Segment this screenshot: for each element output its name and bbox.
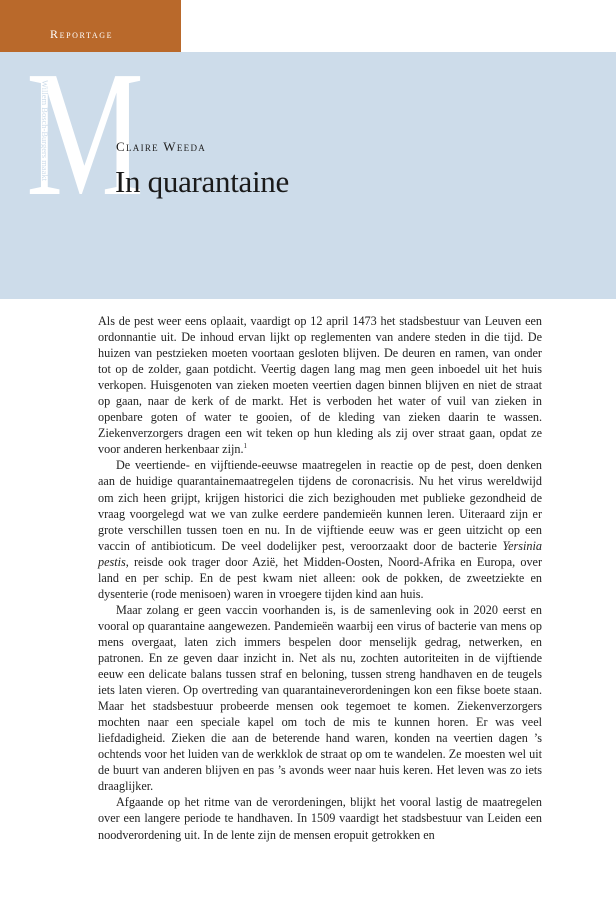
article-body [98, 313, 542, 843]
species-name: Yersinia pestis [98, 538, 542, 569]
paragraph-3: Maar zolang er geen vaccin voorhanden is, is de samenleving ook in 2020 eerst en vooral op quarantaine aangewezen. Pandemieën waarbij een virus of bacterie van mens op mens overgaat, laten zich immers bespelen door menselijk gedrag, netwerken, en patronen. En ze geven daar inzicht in. Net als nu, zochten autoriteiten in de vijftiende eeuw een delicate balans tussen straf en beloning, tussen streng handhaven en de teugels iets laten vieren. Op overtreding van quarantaineverordeningen kon een fikse boete staan. Maar het stadsbestuur probeerde mensen ook tegemoet te komen. Ziekenverzorgers mochten naar een speciale kapel om toch de mis te kunnen horen. Er was veel liefdadigheid. Zieken die aan de beterende hand waren, konden na veertien dagen ’s ochtends voor het luiden van de werkklok de straat op om te wandelen. Ze moesten wel uit de buurt van anderen blijven en pas ’s avonds weer naar huis keren. Het leven was zo iets draaglijker. [98, 602, 542, 794]
author-name: Claire Weeda [116, 139, 207, 154]
drop-letter-inscription: Willem Bosch-Burgers maakt [40, 80, 50, 182]
paragraph-2-text-start: De veertiende- en vijftiende-eeuwse maatregelen in reactie op de pest, doen denken aan de huidige quarantainemaatregelen tijdens de coronacrisis. Nu het virus wereldwijd om zich heen grijpt, krijgen historici die zich bezighouden met publieke gezondheid de vraag voorgelegd wat we van zulke eerdere pandemieën kunnen leren. Uiteraard zijn er grote verschillen tussen toen en nu. In de vijftiende eeuw was er geen uitzicht op een vaccin of antibioticum. De veel dodelijker pest, veroorzaakt door de bacterie [98, 458, 542, 553]
article-title: In quarantaine [115, 164, 289, 199]
paragraph-2 [98, 457, 542, 601]
paragraph-2-text-end: , reisde ook trager door Azië, het Midden-Oosten, Noord-Afrika en Europa, over land en per schip. En de pest kwam niet alleen: ook de pokken, de zweetziekte en dysenterie (rode menisoen) waren in vroegere tijden kind aan huis. [98, 554, 542, 601]
paragraph-1-text: Als de pest weer eens oplaait, vaardigt op 12 april 1473 het stadsbestuur van Leuven een ordonnantie uit. De inhoud ervan lijkt op reglementen van andere steden in die tijd. De huizen van pestzieken moeten voortaan gesloten blijven. De deuren en ramen, van onder tot op de zolder, gaan potdicht. Veertig dagen lang mag men geen inboedel uit het huis verkopen. Huisgenoten van zieken moeten veertien dagen binnen blijven en niet de straat op gaan, naar de kerk of de markt. Het is verboden het water of vuil van zieken in openbare goten of water te gooien, of de kleding van zieken daarin te wassen. Ziekenverzorgers dragen een wit teken op hun kleding als zij over straat gaan, opdat ze voor anderen herkenbaar zijn. [98, 314, 542, 457]
footnote-marker[interactable]: 1 [243, 442, 248, 451]
drop-letter-glyph: M [26, 64, 144, 198]
section-tab [0, 0, 181, 52]
paragraph-4: Afgaande op het ritme van de verordeningen, blijkt het vooral lastig de maatregelen over een langere periode te handhaven. In 1509 vaardigt het stadsbestuur van Leiden een noodverordening uit. In de lente zijn de mensen eropuit getrokken en [98, 795, 542, 842]
section-label: Reportage [50, 27, 114, 41]
paragraph-1 [98, 313, 542, 457]
